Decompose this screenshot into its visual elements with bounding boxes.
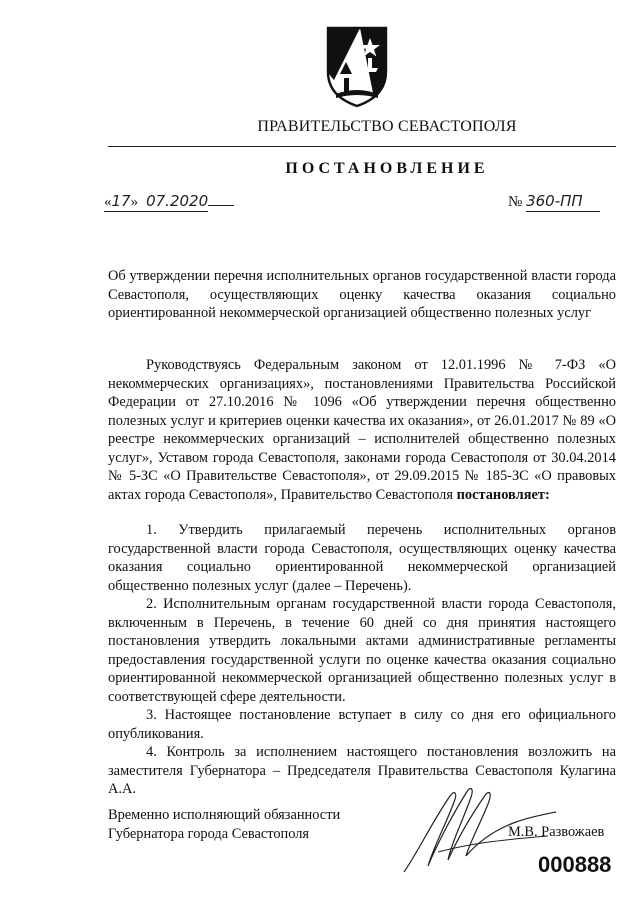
signatory-position [108, 806, 340, 843]
date-open-quote: « [104, 194, 112, 210]
document-body [108, 356, 616, 799]
document-serial-number: 000888 [538, 852, 612, 877]
date-field [104, 192, 208, 212]
item-paragraph-3: 3. Настоящее постановление вступает в силу со дня его официального опубликования. [108, 707, 616, 742]
document-date [104, 192, 234, 212]
date-close-quote: » [130, 194, 139, 210]
number-sign: № [508, 194, 523, 210]
preamble-paragraph [108, 356, 616, 504]
org-title [0, 118, 640, 136]
preamble-text: Руководствуясь Федеральным законом от 12.01.1996 № 7-ФЗ «О некоммерческих организациях», постановлениями Правительства Российской Федерации от 27.10.2016 № 1096 «Об утверждении перечня общественно полезных услуг и критериев оценки качества их оказания», от 26.01.2017 № 89 «О реестре некоммерческих организаций – исполнителей общественно полезных услуг», Уставом города Севастополя, законами города Севастополя от 30.04.2014 № 5-ЗС «О Правительстве Севастополя», от 29.09.2015 № 185-ЗС «О правовых актах города Севастополя», Правительство Севастополя [108, 357, 616, 503]
decision-word: постановляет: [456, 486, 550, 503]
coat-of-arms-icon [322, 22, 392, 108]
number-value: 360-ПП [526, 192, 583, 210]
document-type [0, 160, 640, 178]
document-subject: Об утверждении перечня исполнительных органов государственной власти города Севастополя, осуществляющих оценку качества оказания социально ориентированной некоммерческой организацией общественно полезных услуг [108, 268, 616, 321]
org-title-text: ПРАВИТЕЛЬСТВО СЕВАСТОПОЛЯ [257, 118, 517, 135]
document-number [508, 192, 600, 212]
document-type-text: ПОСТАНОВЛЕНИЕ [285, 160, 489, 177]
header-divider [108, 146, 616, 147]
item-paragraph-4: 4. Контроль за исполнением настоящего постановления возложить на заместителя Губернатора – Председателя Правительства Севастополя Кулагина А.А. [108, 744, 616, 797]
date-month-year: 07.2020 [146, 192, 209, 210]
item-paragraph-1: 1. Утвердить прилагаемый перечень исполнительных органов государственной власти города Севастополя, осуществляющих оценку качества оказания социально ориентированной некоммерческой организацией общественно полезных услуг (далее – Перечень). [108, 522, 616, 594]
signatory-position-line-1: Временно исполняющий обязанности [108, 807, 341, 823]
item-paragraph-2: 2. Исполнительным органам государственной власти города Севастополя, включенным в Перечень, в течение 60 дней со дня принятия настоящего постановления утвердить локальными актами административные регламенты предоставления государственной услуги по оценке качества оказания социально ориентированной некоммерческой организацией общественно полезных услуг в соответствующей сфере деятельности. [108, 596, 616, 705]
signatory-position-line-2: Губернатора города Севастополя [108, 825, 310, 842]
date-day: 17 [111, 192, 131, 210]
signatory-name: М.В. Развожаев [508, 824, 605, 840]
